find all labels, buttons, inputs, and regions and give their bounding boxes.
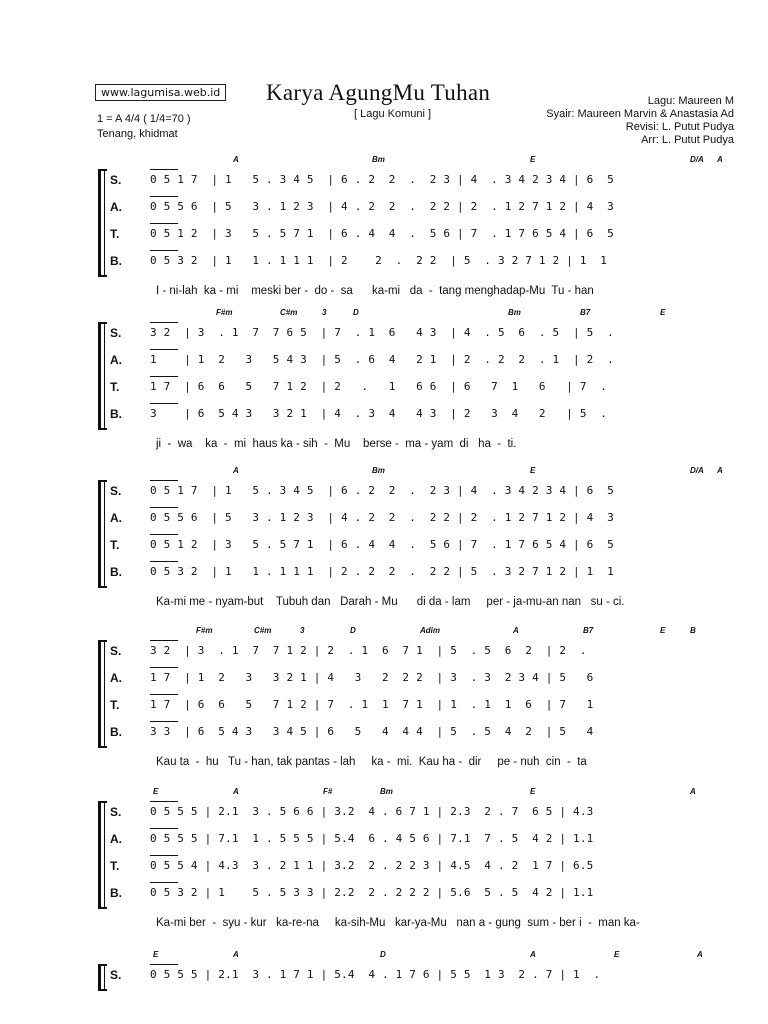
lyric-line: Kau ta - hu Tu - han, tak pantas - lah ka - mi. Kau ha - dir pe - nuh cin - ta (156, 756, 587, 768)
beam-line (150, 322, 178, 323)
notation-row: 0 5 1 2 | 3 5 . 5 7 1 | 6 . 4 4 . 5 6 | 7 . 1 7 6 5 4 | 6 5 (150, 227, 614, 240)
notation-row: 0 5 5 4 | 4.3 3 . 2 1 1 | 3.2 2 . 2 2 3 | 4.5 4 . 2 1 7 | 6.5 (150, 859, 594, 872)
notation-row: 0 5 5 6 | 5 3 . 1 2 3 | 4 . 2 2 . 2 2 | 2 . 1 2 7 1 2 | 4 3 (150, 200, 614, 213)
website-label: www.lagumisa.web.id (95, 84, 226, 101)
notation-row: 0 5 5 5 | 2.1 3 . 5 6 6 | 3.2 4 . 6 7 1 | 2.3 2 . 7 6 5 | 4.3 (150, 805, 594, 818)
beam-line (150, 403, 178, 404)
beam-line (150, 507, 178, 508)
score-system (98, 466, 738, 608)
system-brace (98, 322, 101, 430)
beam-line (150, 694, 178, 695)
voice-label: T. (110, 859, 120, 873)
system-brace-cap (98, 746, 107, 748)
score-system (98, 626, 738, 768)
voice-label: B. (110, 254, 122, 268)
chord-symbol: E (153, 950, 159, 959)
system-brace-line (104, 480, 105, 588)
voice-label: B. (110, 565, 122, 579)
beam-line (150, 667, 178, 668)
chord-symbol: D (380, 950, 386, 959)
voice-label: A. (110, 671, 122, 685)
beam-line (150, 196, 178, 197)
chord-symbol: E (530, 466, 536, 475)
beam-line (150, 376, 178, 377)
voice-label: T. (110, 538, 120, 552)
voice-label: A. (110, 511, 122, 525)
system-brace-line (104, 640, 105, 748)
song-title: Karya AgungMu Tuhan (266, 80, 491, 105)
chord-symbol: F#m (196, 626, 213, 635)
chord-symbol: A (530, 950, 536, 959)
beam-line (150, 250, 178, 251)
notation-row: 1 7 | 6 6 5 7 1 2 | 2 . 1 6 6 | 6 7 1 6 | 7 . (150, 380, 608, 393)
song-subtitle: [ Lagu Komuni ] (354, 108, 432, 120)
score-system (98, 308, 738, 450)
beam-line (150, 640, 178, 641)
score-system (98, 155, 738, 297)
tempo-marking: Tenang, khidmat (97, 128, 178, 140)
system-brace-cap (98, 586, 107, 588)
system-brace-cap (98, 275, 107, 277)
chord-symbol: A (233, 950, 239, 959)
notation-row: 0 5 5 5 | 2.1 3 . 1 7 1 | 5.4 4 . 1 7 6 | 5 5 1 3 2 . 7 | 1 . (150, 968, 601, 981)
chord-symbol: Bm (372, 466, 385, 475)
beam-line (150, 534, 178, 535)
voice-label: T. (110, 380, 120, 394)
score-system (98, 787, 738, 929)
voice-label: T. (110, 227, 120, 241)
chord-symbol: Adim (420, 626, 440, 635)
voice-label: S. (110, 484, 122, 498)
voice-label: S. (110, 805, 122, 819)
chord-symbol: Bm (380, 787, 393, 796)
voice-label: B. (110, 725, 122, 739)
chord-symbol: E (530, 155, 536, 164)
voice-label: A. (110, 353, 122, 367)
system-brace-cap (98, 322, 107, 324)
beam-line (150, 223, 178, 224)
credit-music: Lagu: Maureen M (647, 95, 734, 107)
lyric-line: ji - wa ka - mi haus ka - sih - Mu berse - ma - yam di ha - ti. (156, 438, 517, 450)
system-brace (98, 480, 101, 588)
chord-symbol: A (233, 787, 239, 796)
system-brace-line (104, 169, 105, 277)
chord-symbol: Bm (508, 308, 521, 317)
key-signature: 1 = A 4/4 ( 1/4=70 ) (97, 113, 191, 125)
chord-symbol: A (513, 626, 519, 635)
system-brace-cap (98, 640, 107, 642)
chord-symbol: E (660, 626, 666, 635)
chord-symbol: D (350, 626, 356, 635)
chord-symbol: Bm (372, 155, 385, 164)
beam-line (150, 801, 178, 802)
chord-symbol: E (614, 950, 620, 959)
notation-row: 1 7 | 6 6 5 7 1 2 | 7 . 1 1 7 1 | 1 . 1 1 6 | 7 1 (150, 698, 594, 711)
notation-row: 0 5 3 2 | 1 1 . 1 1 1 | 2 2 . 2 2 | 5 . 3 2 7 1 2 | 1 1 (150, 254, 608, 267)
system-brace (98, 169, 101, 277)
system-brace (98, 640, 101, 748)
chord-symbol: B7 (583, 626, 594, 635)
chord-symbol: B (690, 626, 696, 635)
beam-line (150, 828, 178, 829)
chord-symbol: 3 (300, 626, 305, 635)
lyric-line: I - ni-lah ka - mi meski ber - do - sa ka-mi da - tang menghadap-Mu Tu - han (156, 285, 594, 297)
system-brace-cap (98, 964, 107, 966)
voice-label: S. (110, 173, 122, 187)
voice-label: A. (110, 200, 122, 214)
system-brace-cap (98, 169, 107, 171)
chord-symbol: A (717, 155, 723, 164)
beam-line (150, 882, 178, 883)
notation-row: 0 5 1 2 | 3 5 . 5 7 1 | 6 . 4 4 . 5 6 | 7 . 1 7 6 5 4 | 6 5 (150, 538, 614, 551)
system-brace-cap (98, 989, 107, 991)
voice-label: S. (110, 968, 122, 982)
notation-row: 0 5 1 7 | 1 5 . 3 4 5 | 6 . 2 2 . 2 3 | 4 . 3 4 2 3 4 | 6 5 (150, 484, 614, 497)
notation-row: 3 2 | 3 . 1 7 7 6 5 | 7 . 1 6 4 3 | 4 . 5 6 . 5 | 5 . (150, 326, 614, 339)
voice-label: A. (110, 832, 122, 846)
system-brace-cap (98, 480, 107, 482)
voice-label: S. (110, 326, 122, 340)
chord-symbol: D/A (690, 466, 704, 475)
system-brace-line (104, 322, 105, 430)
system-brace (98, 801, 101, 909)
lyric-line: Ka-mi me - nyam-but Tubuh dan Darah - Mu di da - lam per - ja-mu-an nan su - ci. (156, 596, 625, 608)
voice-label: B. (110, 407, 122, 421)
chord-symbol: C#m (280, 308, 298, 317)
score-system (98, 950, 738, 1005)
credits-block (546, 95, 734, 147)
chord-symbol: A (697, 950, 703, 959)
voice-label: S. (110, 644, 122, 658)
system-brace-cap (98, 907, 107, 909)
chord-symbol: D/A (690, 155, 704, 164)
credit-lyrics: Syair: Maureen Marvin & Anastasia Ad (546, 108, 734, 120)
notation-row: 0 5 3 2 | 1 5 . 5 3 3 | 2.2 2 . 2 2 2 | 5.6 5 . 5 4 2 | 1.1 (150, 886, 594, 899)
chord-symbol: 3 (322, 308, 327, 317)
chord-symbol: F#m (216, 308, 233, 317)
notation-row: 3 2 | 3 . 1 7 7 1 2 | 2 . 1 6 7 1 | 5 . 5 6 2 | 2 . (150, 644, 587, 657)
notation-row: 0 5 5 5 | 7.1 1 . 5 5 5 | 5.4 6 . 4 5 6 | 7.1 7 . 5 4 2 | 1.1 (150, 832, 594, 845)
chord-symbol: D (353, 308, 359, 317)
system-brace-cap (98, 428, 107, 430)
chord-symbol: A (233, 466, 239, 475)
notation-row: 0 5 3 2 | 1 1 . 1 1 1 | 2 . 2 2 . 2 2 | 5 . 3 2 7 1 2 | 1 1 (150, 565, 614, 578)
beam-line (150, 480, 178, 481)
voice-label: B. (110, 886, 122, 900)
credit-arranger: Arr: L. Putut Pudya (641, 134, 734, 146)
chord-symbol: F# (323, 787, 333, 796)
chord-symbol: E (530, 787, 536, 796)
system-brace-line (104, 801, 105, 909)
beam-line (150, 169, 178, 170)
notation-row: 0 5 1 7 | 1 5 . 3 4 5 | 6 . 2 2 . 2 3 | 4 . 3 4 2 3 4 | 6 5 (150, 173, 614, 186)
beam-line (150, 964, 178, 965)
system-brace-line (104, 964, 105, 991)
beam-line (150, 561, 178, 562)
chord-symbol: B7 (580, 308, 591, 317)
chord-symbol: E (660, 308, 666, 317)
credit-revision: Revisi: L. Putut Pudya (625, 121, 734, 133)
chord-symbol: A (233, 155, 239, 164)
notation-row: 1 | 1 2 3 5 4 3 | 5 . 6 4 2 1 | 2 . 2 2 . 1 | 2 . (150, 353, 614, 366)
notation-row: 3 3 | 6 5 4 3 3 4 5 | 6 5 4 4 4 | 5 . 5 4 2 | 5 4 (150, 725, 594, 738)
chord-symbol: A (717, 466, 723, 475)
lyric-line: Ka-mi ber - syu - kur ka-re-na ka-sih-Mu kar-ya-Mu nan a - gung sum - ber i - man ka- (156, 917, 640, 929)
chord-symbol: A (690, 787, 696, 796)
system-brace (98, 964, 101, 991)
notation-row: 0 5 5 6 | 5 3 . 1 2 3 | 4 . 2 2 . 2 2 | 2 . 1 2 7 1 2 | 4 3 (150, 511, 614, 524)
notation-row: 3 | 6 5 4 3 3 2 1 | 4 . 3 4 4 3 | 2 3 4 2 | 5 . (150, 407, 608, 420)
notation-row: 1 7 | 1 2 3 3 2 1 | 4 3 2 2 2 | 3 . 3 2 3 4 | 5 6 (150, 671, 594, 684)
chord-symbol: E (153, 787, 159, 796)
beam-line (150, 349, 178, 350)
system-brace-cap (98, 801, 107, 803)
beam-line (150, 855, 178, 856)
beam-line (150, 721, 178, 722)
voice-label: T. (110, 698, 120, 712)
chord-symbol: C#m (254, 626, 272, 635)
